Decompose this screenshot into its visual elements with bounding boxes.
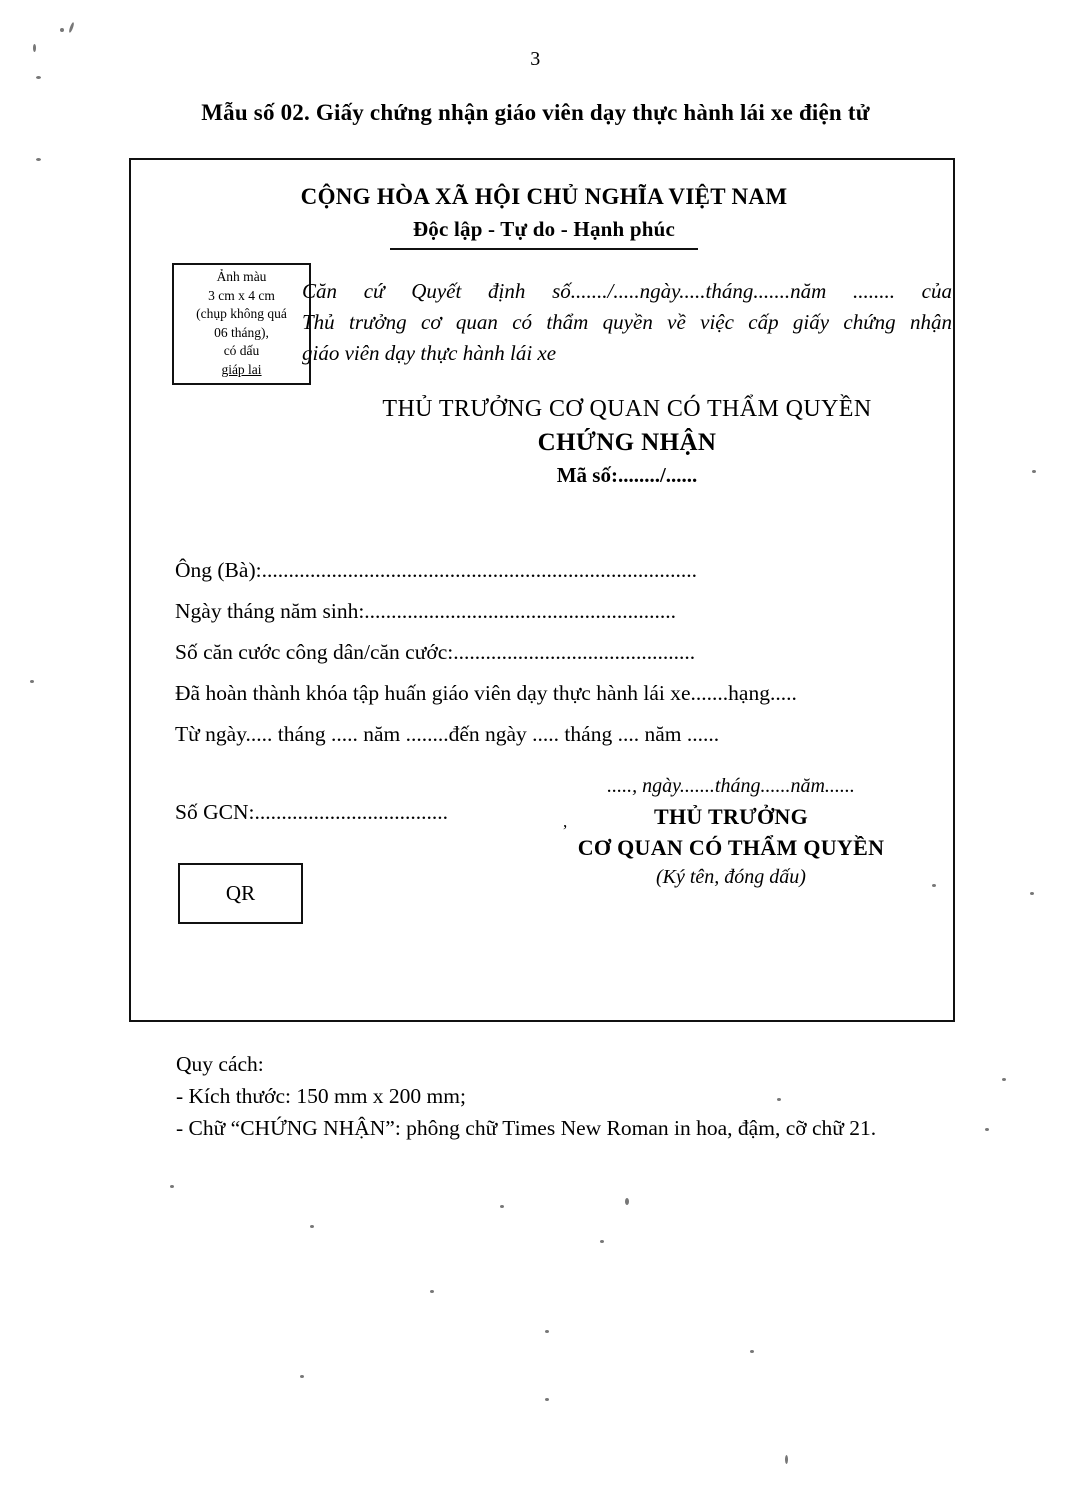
- scan-speck: [60, 28, 64, 32]
- scan-speck: [300, 1375, 304, 1378]
- national-motto: Độc lập - Tự do - Hạnh phúc: [412, 217, 676, 241]
- scan-speck: [545, 1330, 549, 1333]
- scan-speck: [310, 1225, 314, 1228]
- signatory-line-2: CƠ QUAN CÓ THẨM QUYỀN: [577, 835, 885, 860]
- photo-line-5: có dấu: [223, 343, 260, 359]
- scan-speck: [625, 1198, 629, 1205]
- field-date-of-birth: Ngày tháng năm sinh:..........................................................: [175, 599, 677, 623]
- code-number: Mã số:......../......: [556, 463, 698, 487]
- authority-heading: [302, 396, 952, 488]
- scan-speck: [1002, 1078, 1006, 1081]
- scan-speck: [36, 76, 41, 79]
- photo-line-4: 06 tháng),: [214, 324, 269, 340]
- page-title: Mẫu số 02. Giấy chứng nhận giáo viên dạy thực hành lái xe điện tử: [201, 100, 870, 125]
- national-title: CỘNG HÒA XÃ HỘI CHỦ NGHĨA VIỆT NAM: [300, 184, 788, 209]
- intro-line-1: Căn cứ Quyết định số......./.....ngày.....tháng.......năm ........ của: [302, 279, 952, 303]
- intro-paragraph: [302, 276, 952, 369]
- scan-speck: [545, 1398, 549, 1401]
- intro-line-2: Thủ trưởng cơ quan có thẩm quyền về việc cấp giấy chứng nhận: [302, 310, 952, 334]
- photo-line-2: 3 cm x 4 cm: [208, 287, 275, 303]
- scan-speck: [785, 1455, 788, 1464]
- authority-line: THỦ TRƯỞNG CƠ QUAN CÓ THẨM QUYỀN: [382, 396, 872, 422]
- field-id-number: Số căn cước công dân/căn cước:.............................................: [175, 640, 696, 664]
- form-fields: [175, 550, 915, 755]
- certify-word: CHỨNG NHẬN: [537, 429, 717, 456]
- field-certificate-number: Số GCN:....................................: [175, 800, 448, 824]
- photo-placeholder-box: [172, 263, 311, 385]
- header-divider: [390, 248, 698, 250]
- scan-speck: [68, 22, 75, 33]
- stray-comma-mark: ,: [563, 812, 568, 831]
- specs-item-font: - Chữ “CHỨNG NHẬN”: phông chữ Times New Roman in hoa, đậm, cỡ chữ 21.: [176, 1116, 877, 1140]
- photo-line-3: (chụp không quá: [196, 306, 287, 322]
- qr-label: QR: [225, 881, 256, 905]
- field-course-dates: Từ ngày..... tháng ..... năm ........đến ngày ..... tháng .... năm ......: [175, 722, 720, 746]
- scan-speck: [170, 1185, 174, 1188]
- photo-line-6: giáp lai: [221, 361, 262, 377]
- scan-speck: [1032, 470, 1036, 473]
- photo-line-1: Ảnh màu: [216, 269, 267, 284]
- national-header: [131, 184, 957, 250]
- intro-line-3: giáo viên dạy thực hành lái xe: [302, 341, 557, 365]
- specs-item-size: - Kích thước: 150 mm x 200 mm;: [176, 1084, 466, 1108]
- scan-speck: [500, 1205, 504, 1208]
- signature-note: (Ký tên, đóng dấu): [656, 866, 806, 888]
- field-full-name: Ông (Bà):.................................................................................: [175, 558, 697, 582]
- scan-speck: [985, 1128, 989, 1131]
- certificate-frame: [129, 158, 955, 1022]
- qr-code-placeholder: [178, 863, 303, 924]
- scan-speck: [30, 680, 34, 683]
- scan-speck: [430, 1290, 434, 1293]
- signature-block: [531, 775, 931, 889]
- specs-heading: Quy cách:: [176, 1052, 264, 1076]
- signatory-line-1: THỦ TRƯỞNG: [654, 804, 808, 829]
- scan-speck: [750, 1350, 754, 1353]
- field-course-completed: Đã hoàn thành khóa tập huấn giáo viên dạy thực hành lái xe.......hạng.....: [175, 681, 797, 705]
- scan-speck: [1030, 892, 1034, 895]
- page-number: 3: [530, 48, 541, 70]
- scan-speck: [600, 1240, 604, 1243]
- signature-date-line: ....., ngày.......tháng......năm......: [607, 775, 855, 797]
- specifications: [176, 1048, 976, 1144]
- scan-speck: [36, 158, 41, 161]
